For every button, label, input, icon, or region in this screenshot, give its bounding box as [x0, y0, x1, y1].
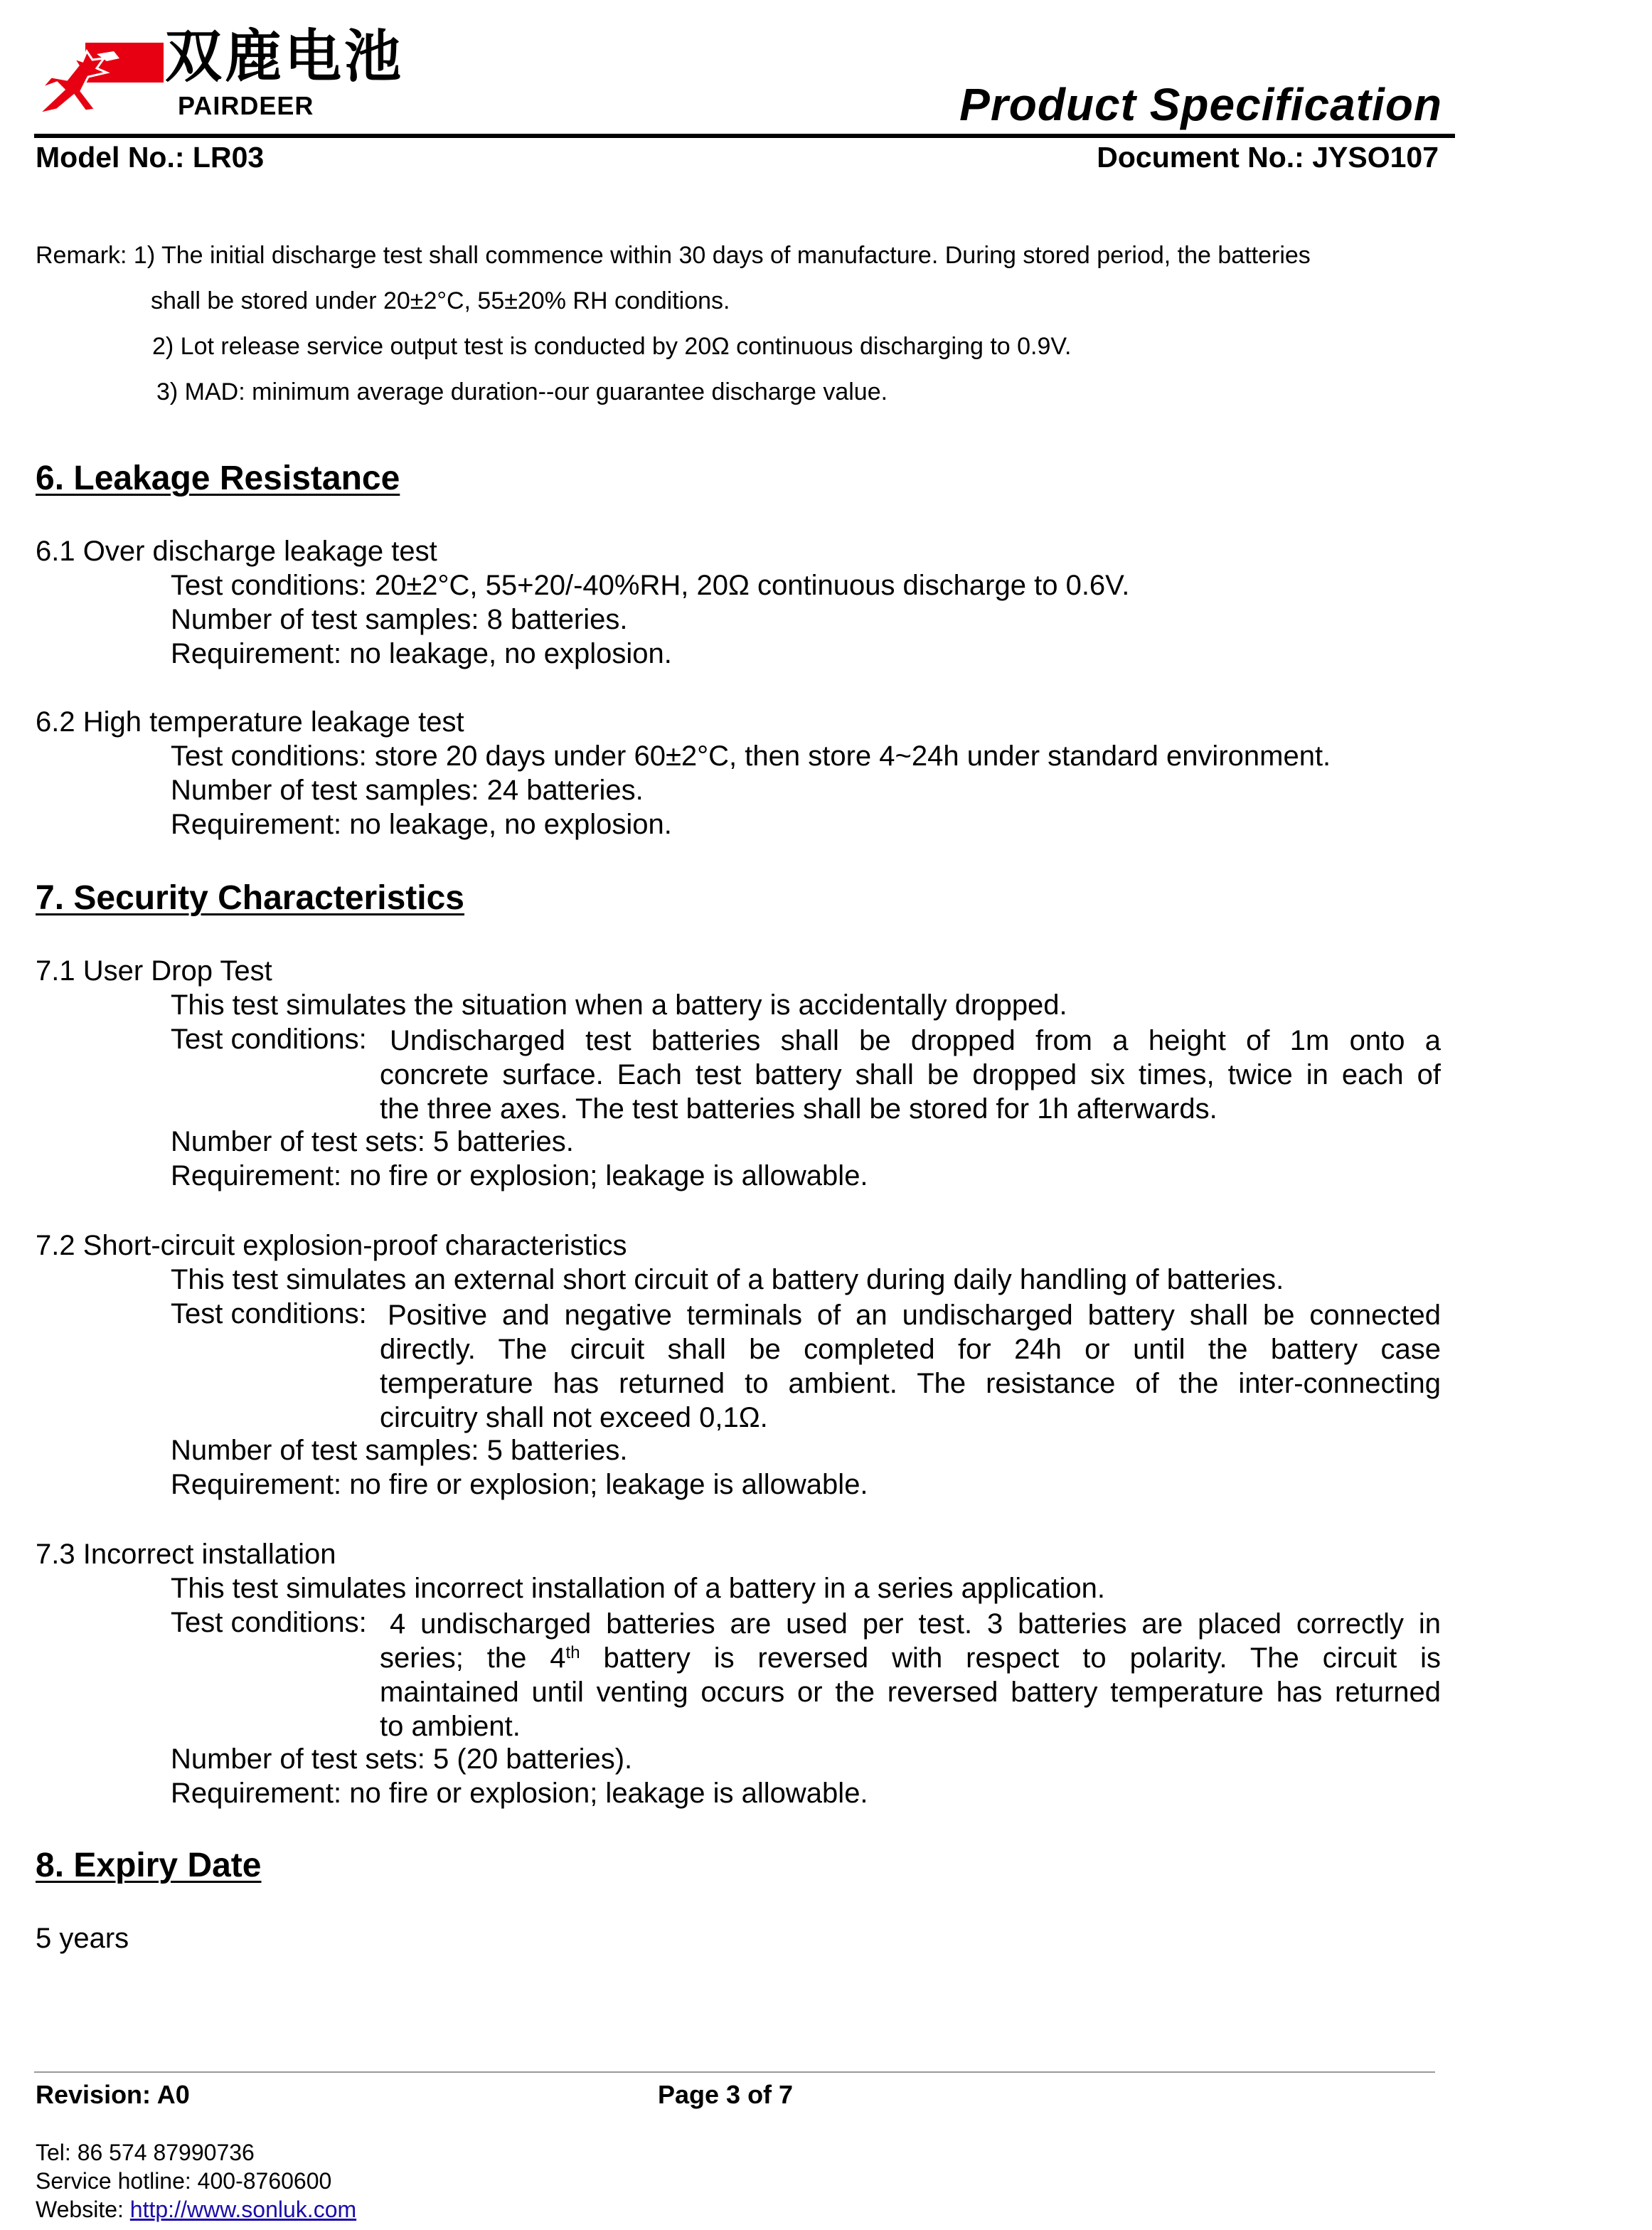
subsection-7-2-samples: Number of test samples: 5 batteries. [171, 1435, 628, 1466]
page-number: Page 3 of 7 [658, 2080, 794, 2109]
website-label: Website: [36, 2197, 130, 2222]
subsection-6-1-requirement: Requirement: no leakage, no explosion. [171, 638, 672, 669]
subsection-7-1-conditions-line-2: concrete surface. Each test battery shall be dropped six times, twice in each of [380, 1059, 1441, 1090]
subsection-7-3-conditions-label: Test conditions: [171, 1607, 367, 1638]
brand-english-name: PAIRDEER [178, 91, 314, 120]
subsection-7-3-conditions-line-1: 4 undischarged batteries are used per test. 3 batteries are placed correctly in [390, 1608, 1441, 1640]
pairdeer-logo-icon [36, 30, 164, 122]
remark-line-4: 3) MAD: minimum average duration--our guarantee discharge value. [156, 378, 888, 405]
subsection-7-3-title: 7.3 Incorrect installation [36, 1539, 336, 1570]
document-title: Product Specification [959, 79, 1442, 130]
subsection-7-1-title: 7.1 User Drop Test [36, 955, 272, 987]
subsection-7-1-requirement: Requirement: no fire or explosion; leakage is allowable. [171, 1160, 868, 1191]
subsection-7-1-sets: Number of test sets: 5 batteries. [171, 1126, 574, 1157]
subsection-7-3-conditions-line-4: to ambient. [380, 1711, 521, 1742]
subsection-7-2-intro: This test simulates an external short circuit of a battery during daily handling of batteries. [171, 1264, 1284, 1295]
subsection-7-3-sets: Number of test sets: 5 (20 batteries). [171, 1743, 633, 1775]
subsection-6-1-conditions: Test conditions: 20±2°C, 55+20/-40%RH, 20Ω continuous discharge to 0.6V. [171, 570, 1130, 601]
revision: Revision: A0 [36, 2080, 190, 2109]
section-8-heading: 8. Expiry Date [36, 1847, 262, 1884]
remark-line-2: shall be stored under 20±2°C, 55±20% RH conditions. [151, 287, 730, 314]
subsection-7-2-conditions-label: Test conditions: [171, 1298, 367, 1329]
document-number: Document No.: JYSO107 [1097, 141, 1439, 174]
section-7-heading: 7. Security Characteristics [36, 879, 464, 917]
subsection-6-1-samples: Number of test samples: 8 batteries. [171, 604, 628, 635]
subsection-7-1-conditions-line-1: Undischarged test batteries shall be dropped from a height of 1m onto a [390, 1025, 1441, 1056]
subsection-7-3-conditions-line-3: maintained until venting occurs or the reversed battery temperature has returned [380, 1677, 1441, 1708]
subsection-7-2-title: 7.2 Short-circuit explosion-proof characteristics [36, 1230, 627, 1261]
footer-hotline: Service hotline: 400-8760600 [36, 2168, 332, 2194]
subsection-7-3-requirement: Requirement: no fire or explosion; leakage is allowable. [171, 1778, 868, 1809]
model-number: Model No.: LR03 [36, 141, 265, 174]
subsection-7-2-requirement: Requirement: no fire or explosion; leakage is allowable. [171, 1469, 868, 1500]
footer-divider [34, 2071, 1435, 2073]
subsection-7-2-conditions-line-4: circuitry shall not exceed 0,1Ω. [380, 1402, 768, 1433]
footer-website [36, 2197, 356, 2223]
remark-line-3: 2) Lot release service output test is conducted by 20Ω continuous discharging to 0.9V. [152, 333, 1072, 360]
brand-chinese-name: 双鹿电池 [165, 23, 404, 90]
subsection-7-1-conditions-line-3: the three axes. The test batteries shall be stored for 1h afterwards. [380, 1093, 1217, 1125]
subsection-6-2-samples: Number of test samples: 24 batteries. [171, 775, 644, 806]
subsection-7-1-conditions-label: Test conditions: [171, 1024, 367, 1055]
section-6-heading: 6. Leakage Resistance [36, 460, 400, 497]
subsection-7-2-conditions-line-2: directly. The circuit shall be completed for 24h or until the battery case [380, 1334, 1441, 1365]
subsection-7-3-conditions-line-2: series; the 4th battery is reversed with respect to polarity. The circuit is [380, 1642, 1441, 1674]
remark-line-1: Remark: 1) The initial discharge test shall commence within 30 days of manufacture. During stored period, the batteries [36, 242, 1311, 269]
subsection-7-2-conditions-line-1: Positive and negative terminals of an undischarged battery shall be connected [388, 1300, 1441, 1331]
subsection-6-2-title: 6.2 High temperature leakage test [36, 706, 464, 738]
subsection-6-2-requirement: Requirement: no leakage, no explosion. [171, 809, 672, 840]
subsection-7-2-conditions-line-3: temperature has returned to ambient. The resistance of the inter-connecting [380, 1368, 1441, 1399]
header-divider [34, 134, 1455, 138]
footer-tel: Tel: 86 574 87990736 [36, 2140, 255, 2165]
subsection-6-1-title: 6.1 Over discharge leakage test [36, 536, 437, 567]
expiry-value: 5 years [36, 1923, 129, 1954]
website-link[interactable]: http://www.sonluk.com [129, 2197, 357, 2222]
subsection-7-3-intro: This test simulates incorrect installation of a battery in a series application. [171, 1573, 1105, 1604]
subsection-7-1-intro: This test simulates the situation when a battery is accidentally dropped. [171, 989, 1067, 1021]
subsection-6-2-conditions: Test conditions: store 20 days under 60±2°C, then store 4~24h under standard environment. [171, 740, 1331, 772]
